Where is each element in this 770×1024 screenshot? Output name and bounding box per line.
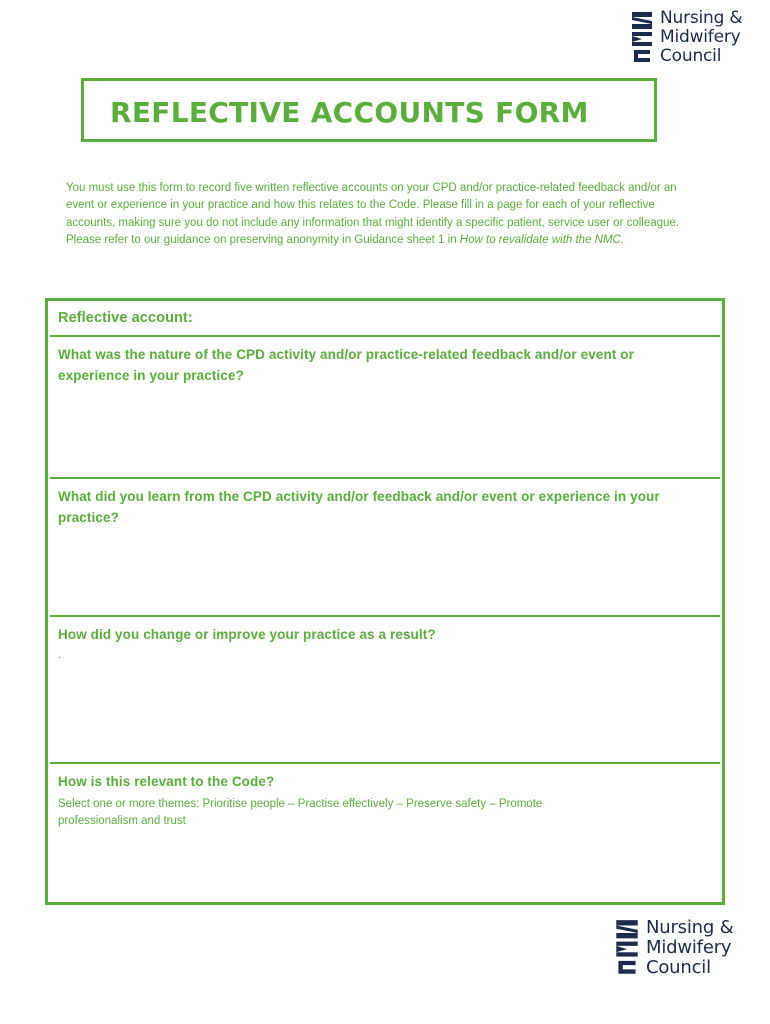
question-1: What was the nature of the CPD activity and/or practice-related feedback and/or event or experience in your practice? — [58, 347, 634, 383]
title-box — [81, 78, 657, 142]
question-3-field[interactable] — [50, 615, 720, 762]
intro-paragraph — [66, 180, 702, 249]
logo-line-1: Nursing & — [660, 8, 743, 28]
question-1-field[interactable] — [50, 335, 720, 477]
nmc-logo-top — [630, 9, 743, 66]
logo-line-2: Midwifery — [660, 27, 741, 47]
reflective-account-form — [45, 298, 725, 905]
form-header: Reflective account: — [58, 310, 193, 326]
question-3: How did you change or improve your practice as a result? — [58, 627, 436, 642]
nmc-logo-bottom — [614, 918, 733, 978]
page-title: REFLECTIVE ACCOUNTS FORM — [110, 96, 589, 129]
logo-line-1: Nursing & — [646, 917, 734, 938]
question-4-field[interactable] — [50, 762, 720, 904]
intro-end: . — [620, 233, 625, 246]
question-4: How is this relevant to the Code? — [58, 774, 275, 789]
logo-line-3: Council — [660, 46, 722, 66]
intro-text: You must use this form to record five written reflective accounts on your CPD and/or practice-related feedback and/or an event or experience in your practice and how this relates to the Code. Please fill in a page for each of your reflective accounts, making sure you do not include any information that might identify a specific patient, service user or colleague. Please refer to our guidance on preserving anonymity in Guidance sheet 1 in — [66, 182, 680, 246]
question-2-field[interactable] — [50, 477, 720, 615]
form-header-row — [50, 301, 720, 335]
logo-line-2: Midwifery — [646, 937, 732, 958]
question-4-themes: Select one or more themes: Prioritise people – Practise effectively – Preserve safety – Promote professionalism and trust — [58, 798, 543, 827]
nmc-logo-mark-icon — [614, 918, 640, 978]
question-3-answer: . — [58, 649, 62, 661]
logo-line-3: Council — [646, 957, 711, 978]
nmc-logo-mark-icon — [630, 10, 654, 66]
question-2: What did you learn from the CPD activity and/or feedback and/or event or experience in your practice? — [58, 489, 660, 525]
guidance-link[interactable]: How to revalidate with the NMC — [459, 233, 621, 246]
